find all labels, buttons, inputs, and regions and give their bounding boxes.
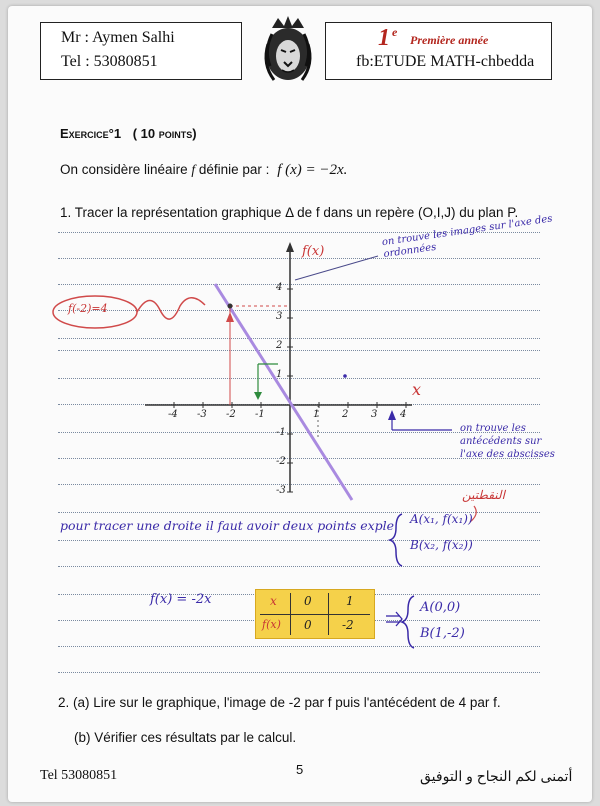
statement-lead: On considère linéaire [60, 162, 188, 177]
y-tick-label: 1 [276, 369, 283, 380]
hand-rule: pour tracer une droite il faut avoir deux points exple [60, 518, 395, 533]
facebook-page: fb:ETUDE MATH-chbedda [356, 53, 535, 70]
x-tick-label: 1 [313, 409, 320, 420]
question-2a: 2. (a) Lire sur le graphique, l'image de -2 par f puis l'antécédent de 4 par f. [58, 695, 501, 710]
red-arabic-note: النقطتين [462, 488, 505, 502]
note-arrow [388, 410, 396, 420]
statement-formula: f (x) = −2x. [277, 162, 348, 178]
x-tick-label: 3 [371, 409, 378, 420]
statement-mid: définie par : [198, 162, 270, 177]
level-superscript: e [392, 25, 398, 39]
x-tick-label: 2 [342, 409, 349, 420]
point-b-def: B(x₂, f(x₂)) [410, 538, 473, 552]
x-tick-label: -1 [255, 409, 265, 420]
table-hline [260, 614, 370, 615]
note-line: l'axe des abscisses [460, 449, 555, 460]
green-arrow [254, 392, 262, 400]
result-point-a: A(0,0) [420, 600, 461, 615]
level-text: Première année [410, 33, 489, 47]
circled-label: f(-2)=4 [68, 302, 108, 315]
x-tick-label: -3 [197, 409, 207, 420]
exercise-points: ( 10 points) [132, 126, 197, 141]
table-cell: 1 [346, 594, 354, 608]
note-antecedents [460, 422, 555, 461]
teacher-phone: Tel : 53080851 [61, 53, 158, 70]
table-cell: -2 [342, 618, 354, 632]
y-tick-label: 3 [276, 311, 283, 322]
table-cell: 0 [304, 594, 312, 608]
footer-arabic: أتمنى لكم النجاح و التوفيق [420, 768, 573, 784]
y-tick-label: -1 [276, 427, 286, 438]
result-point-b: B(1,-2) [420, 626, 465, 641]
y-axis-arrow [286, 242, 294, 252]
brace-results [402, 596, 414, 648]
question-1: 1. Tracer la représentation graphique Δ de f dans un repère (O,I,J) du plan P. [60, 205, 519, 220]
note-images: on trouve les images sur l'axe des ordonnées [381, 213, 554, 261]
stray-dot [343, 374, 347, 378]
table-cell: 0 [304, 618, 312, 632]
point-minus2-4 [228, 304, 233, 309]
table-cell: x [270, 594, 277, 608]
note-line: on trouve les [460, 423, 526, 434]
page-number: 5 [296, 762, 304, 777]
x-tick-label: 4 [400, 409, 407, 420]
x-tick-label: -2 [226, 409, 236, 420]
squiggle-connector [137, 298, 205, 319]
exercise-number: Exercice°1 [60, 126, 122, 141]
table-cell: f(x) [262, 618, 281, 631]
fx-pointer [295, 256, 378, 280]
y-tick-label: 4 [276, 282, 283, 293]
function-line [215, 284, 352, 500]
x-tick-label: -4 [168, 409, 178, 420]
y-tick-label: -3 [276, 485, 286, 496]
y-tick-label: -2 [276, 456, 286, 467]
statement-var: f [191, 162, 196, 177]
note-line: antécédents sur [460, 436, 542, 447]
footer-phone: Tel 53080851 [40, 768, 118, 783]
question-2b: (b) Vérifier ces résultats par le calcul. [74, 730, 297, 745]
value-table [255, 589, 375, 639]
hand-formula: f(x) = -2x [150, 592, 212, 607]
point-a-def: A(x₁, f(x₁)) [410, 512, 473, 526]
teacher-name: Mr : Aymen Salhi [61, 29, 175, 46]
fx-axis-label: f(x) [302, 244, 325, 259]
implies-head [396, 612, 402, 626]
y-tick-label: 2 [276, 340, 283, 351]
level-number: 1 [378, 25, 390, 51]
x-axis-label: x [412, 380, 422, 399]
